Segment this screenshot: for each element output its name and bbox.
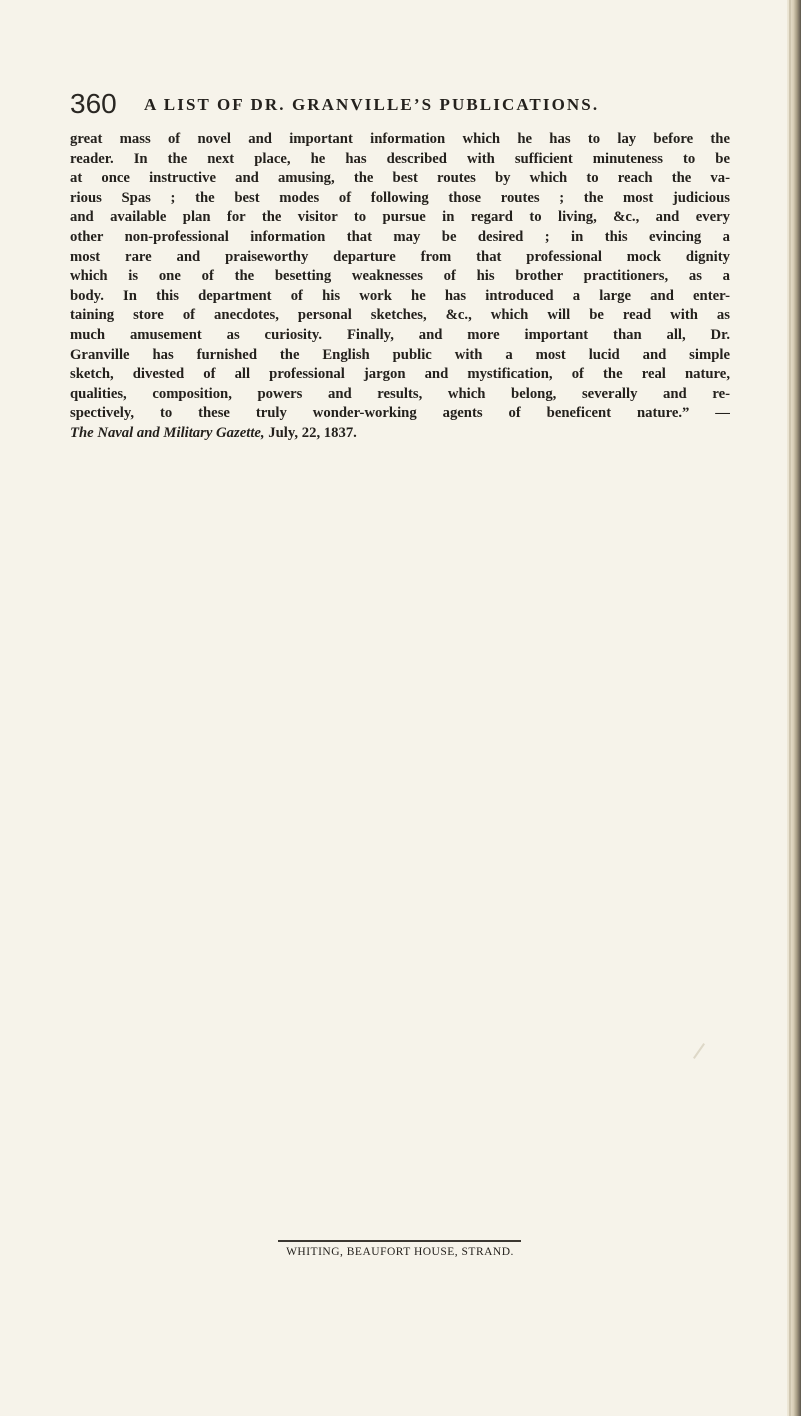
citation-date: July, 22, 1837. (264, 424, 357, 441)
page-edge-line (789, 0, 791, 1416)
text-line: reader. In the next place, he has described with sufficient minuteness to be (70, 150, 730, 167)
text-line: taining store of anecdotes, personal sketches, &c., which will be read with as (70, 307, 730, 324)
text-line: and available plan for the visitor to pursue in regard to living, &c., and every (70, 209, 730, 226)
citation-line (70, 424, 730, 444)
printer-imprint: WHITING, BEAUFORT HOUSE, STRAND. (286, 1246, 514, 1258)
body-paragraph (70, 130, 730, 444)
text-line: great mass of novel and important information which he has to lay before the (70, 131, 730, 147)
citation-source: The Naval and Military Gazette, (70, 424, 265, 441)
running-header (70, 88, 730, 122)
text-line: which is one of the besetting weaknesses of his brother practitioners, as a (70, 268, 730, 285)
text-line: rious Spas ; the best modes of following those routes ; the most judicious (70, 189, 730, 206)
text-line: Granville has furnished the English public with a most lucid and simple (70, 346, 730, 363)
text-line: sketch, divested of all professional jargon and mystification, of the real nature, (70, 366, 730, 383)
text-line: much amusement as curiosity. Finally, and more important than all, Dr. (70, 326, 730, 343)
running-title: A LIST OF DR. GRANVILLE’S PUBLICATIONS. (144, 95, 600, 114)
text-line: spectively, to these truly wonder-working agents of beneficent nature.” — (70, 405, 730, 422)
text-line: qualities, composition, powers and results, which belong, severally and re- (70, 385, 730, 402)
text-line: most rare and praiseworthy departure from that professional mock dignity (70, 248, 730, 265)
text-line: at once instructive and amusing, the best routes by which to reach the va- (70, 170, 730, 187)
text-line: other non-professional information that may be desired ; in this evincing a (70, 228, 730, 245)
paper-blemish (693, 1043, 705, 1059)
footer-rule (278, 1240, 521, 1242)
text-line: body. In this department of his work he has introduced a large and enter- (70, 287, 730, 304)
page-number: 360 (70, 88, 117, 119)
